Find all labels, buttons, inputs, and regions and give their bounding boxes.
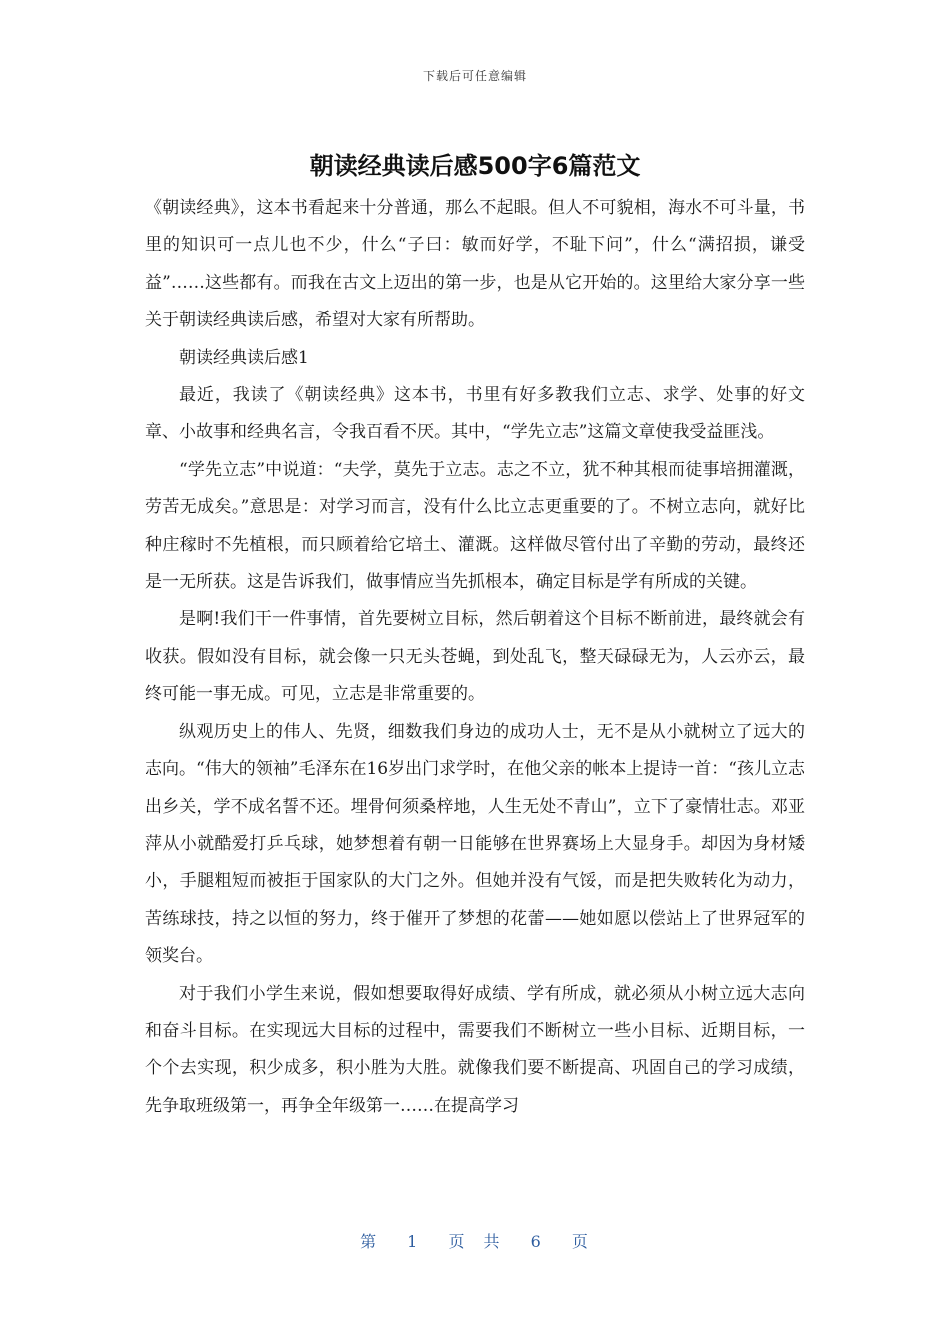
document-title: 朝读经典读后感500字6篇范文 [309,152,641,180]
body-paragraph: 是啊!我们干一件事情，首先要树立目标，然后朝着这个目标不断前进，最终就会有收获。假如没有目标，就会像一只无头苍蝇，到处乱飞，整天碌碌无为，人云亦云，最终可能一事无成。可见，立志是非常重要的。 [145,609,805,705]
current-page-number: 1 [407,1232,420,1251]
footer-prefix: 第 [360,1232,379,1251]
section-heading: 朝读经典读后感1 [179,347,309,368]
intro-paragraph: 《朝读经典》，这本书看起来十分普通，那么不起眼。但人不可貌相，海水不可斗量，书里的知识可一点儿也不少，什么“子曰：敏而好学，不耻下问”，什么“满招损，谦受益”……这些都有。而我在古文上迈出的第一步，也是从它开始的。这里给大家分享一些关于朝读经典读后感，希望对大家有所帮助。 [145,198,805,331]
document-body [145,190,805,1125]
body-paragraph: 纵观历史上的伟人、先贤，细数我们身边的成功人士，无不是从小就树立了远大的志向。“伟大的领袖”毛泽东在16岁出门求学时，在他父亲的帐本上提诗一首：“孩儿立志出乡关，学不成名誓不还。埋骨何须桑梓地，人生无处不青山”，立下了豪情壮志。邓亚萍从小就酷爱打乒乓球，她梦想着有朝一日能够在世界赛场上大显身手。却因为身材矮小，手腿粗短而被拒于国家队的大门之外。但她并没有气馁，而是把失败转化为动力，苦练球技，持之以恒的努力，终于催开了梦想的花蕾——她如愿以偿站上了世界冠军的领奖台。 [145,721,805,967]
footer-middle: 页 共 [448,1232,502,1251]
body-paragraph: 对于我们小学生来说，假如想要取得好成绩、学有所成，就必须从小树立远大志向和奋斗目标。在实现远大目标的过程中，需要我们不断树立一些小目标、近期目标，一个个去实现，积少成多，积小胜为大胜。就像我们要不断提高、巩固自己的学习成绩，先争取班级第一，再争全年级第一……在提高学习 [145,983,805,1116]
page-number-footer [0,1229,950,1252]
total-page-count: 6 [530,1232,543,1251]
body-paragraph: 最近，我读了《朝读经典》这本书，书里有好多教我们立志、求学、处事的好文章、小故事和经典名言，令我百看不厌。其中，“学先立志”这篇文章使我受益匪浅。 [145,385,805,443]
footer-suffix: 页 [571,1232,590,1251]
header-note: 下载后可任意编辑 [422,69,527,83]
body-paragraph: “学先立志”中说道：“夫学，莫先于立志。志之不立，犹不种其根而徒事培拥灌溉，劳苦无成矣。”意思是：对学习而言，没有什么比立志更重要的了。不树立志向，就好比种庄稼时不先植根，而只顾着给它培土、灌溉。这样做尽管付出了辛勤的劳动，最终还是一无所获。这是告诉我们，做事情应当先抓根本，确定目标是学有所成的关键。 [145,459,805,593]
